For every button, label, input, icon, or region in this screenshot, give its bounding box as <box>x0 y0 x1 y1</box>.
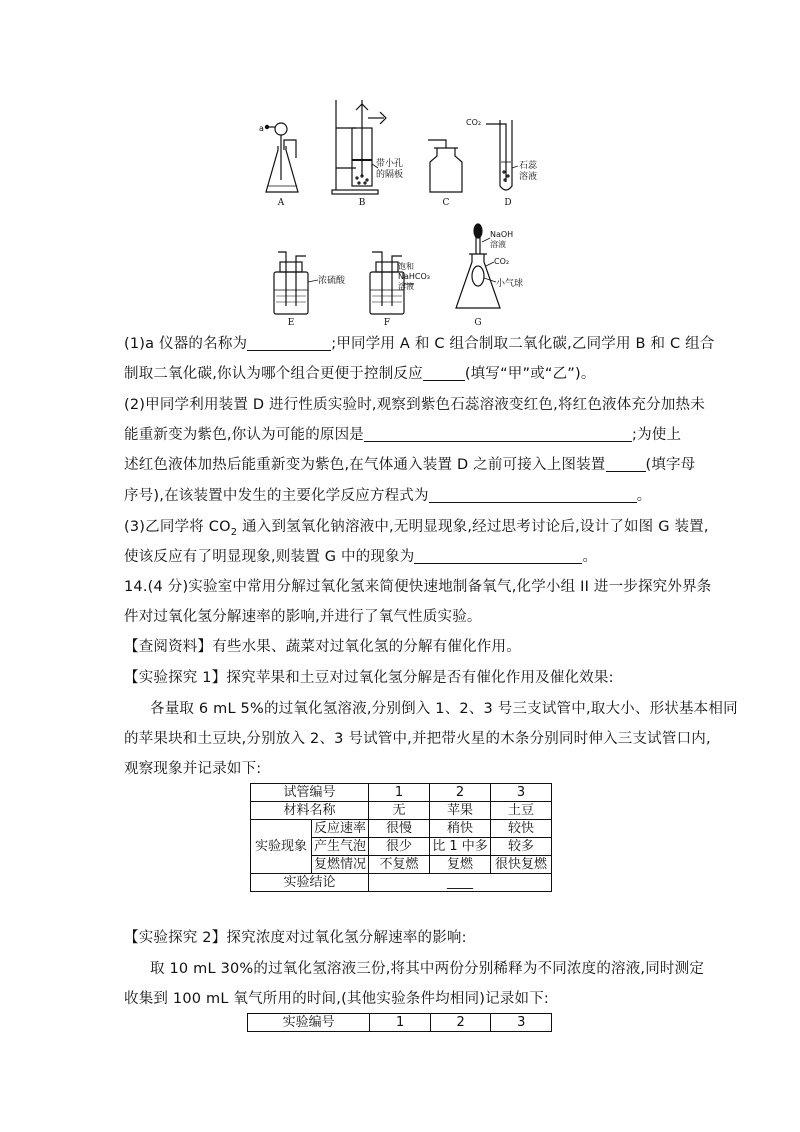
q3-line-2 <box>124 547 597 567</box>
table-header-cell: 1 <box>369 784 430 802</box>
q2-line-1: (2)甲同学利用装置 D 进行性质实验时,观察到紫色石蕊溶液变红色,将红色液体充分加热未 <box>124 397 705 413</box>
q3-line-1 <box>124 517 709 543</box>
table-cell: 较快 <box>490 820 551 838</box>
table-cell: 很快复燃 <box>490 856 551 874</box>
q3-text-b: 通入到氢氧化钠溶液中,无明显现象,经过思考讨论后,设计了如图 G 装置, <box>237 519 709 535</box>
table-row-label: 反应速率 <box>311 820 368 838</box>
table-cell: 复燃 <box>429 856 490 874</box>
table-cell: 比 1 中多 <box>429 838 490 856</box>
table-row-label: 产生气泡 <box>311 838 368 856</box>
q14-line-1: 14.(4 分)实验室中常用分解过氧化氢来简便快速地制备氧气,化学小组 II 进一步探究外界条 <box>124 579 712 595</box>
table-header-label: 实验编号 <box>248 1014 370 1032</box>
apparatus-a <box>265 123 298 192</box>
q2-line-2 <box>124 425 681 445</box>
q2-text-b: ;为使上 <box>632 427 682 443</box>
q2-line-4 <box>124 486 651 506</box>
exp2-title: 【实验探究 2】探究浓度对过氧化氢分解速率的影响: <box>124 930 467 946</box>
f-note-2: NaHCO₃ <box>398 272 430 281</box>
q2-text-a: 能重新变为紫色,你认为可能的原因是 <box>124 427 365 443</box>
q2-text-d: (填字母 <box>645 457 696 473</box>
table-header-cell: 3 <box>490 784 551 802</box>
table-row-label: 复燃情况 <box>311 856 368 874</box>
experiment-1-table <box>250 783 552 892</box>
table-row <box>248 1014 552 1032</box>
apparatus-c <box>428 140 462 192</box>
d-co2: CO₂ <box>466 118 482 127</box>
q1-text-d: (填写“甲”或“乙”)。 <box>464 366 596 382</box>
table-row <box>251 802 552 820</box>
q3-text-d: 。 <box>582 549 598 565</box>
answer-blank[interactable] <box>606 456 646 472</box>
q14-exp1-para-2: 的苹果块和土豆块,分别放入 2、3 号试管中,并把带火星的木条分别同时伸入三支试管口内, <box>124 731 711 747</box>
table-cell: 苹果 <box>429 802 490 820</box>
table-row <box>251 874 552 892</box>
table-group-label: 实验现象 <box>251 820 312 874</box>
table-header-cell: 1 <box>370 1014 431 1032</box>
table-cell: 稍快 <box>429 820 490 838</box>
label-g: G <box>474 318 482 328</box>
exp2-para-1: 取 10 mL 30%的过氧化氢溶液三份,将其中两份分别稀释为不同浓度的溶液,同时测定 <box>150 961 705 977</box>
label-f: F <box>383 318 391 328</box>
table-cell: 较多 <box>490 838 551 856</box>
q1-text-b: ;甲同学用 A 和 C 组合制取二氧化碳,乙同学用 B 和 C 组合 <box>331 336 715 352</box>
apparatus-drawing <box>0 0 800 330</box>
table-header-cell: 2 <box>429 784 490 802</box>
g-note-1: NaOH <box>490 230 514 239</box>
q1-text-c: 制取二氧化碳,你认为哪个组合更便于控制反应 <box>124 366 423 382</box>
q1-line-2 <box>124 364 596 384</box>
table-header-cell: 2 <box>430 1014 491 1032</box>
table-row <box>251 820 552 838</box>
q3-sub: 2 <box>230 526 238 538</box>
exp2-para-2: 收集到 100 mL 氧气所用的时间,(其他实验条件均相同)记录如下: <box>124 991 550 1007</box>
table-cell: 土豆 <box>490 802 551 820</box>
q14-exp1-para-3: 观察现象并记录如下: <box>124 761 262 777</box>
table-cell: 很少 <box>369 838 430 856</box>
answer-blank[interactable] <box>423 365 465 381</box>
d-note-1: 石蕊 <box>519 161 538 171</box>
label-d: D <box>504 198 512 208</box>
q14-exp1-para-1: 各量取 6 mL 5%的过氧化氢溶液,分别倒入 1、2、3 号三支试管中,取大小、形状基本相同 <box>150 701 738 717</box>
e-note: 浓硫酸 <box>318 276 346 286</box>
q3-text-c: 使该反应有了明显现象,则装置 G 中的现象为 <box>124 549 415 565</box>
f-note-1: 饱和 <box>398 262 414 271</box>
q2-line-3 <box>124 455 695 475</box>
q14-line-2: 件对过氧化氢分解速率的影响,并进行了氧气性质实验。 <box>124 609 482 625</box>
apparatus-e <box>274 252 318 314</box>
q14-reference: 【查阅资料】有些水果、蔬菜对过氧化氢的分解有催化作用。 <box>124 639 521 655</box>
g-co2: CO₂ <box>494 257 510 266</box>
d-note-2: 溶液 <box>519 172 538 182</box>
table-cell: 不复燃 <box>369 856 430 874</box>
b-note-1: 带小孔 <box>376 159 404 169</box>
f-note-3: 溶液 <box>398 282 414 291</box>
q2-text-e: 序号),在该装置中发生的主要化学反应方程式为 <box>124 488 429 504</box>
label-c: C <box>442 198 450 208</box>
answer-blank[interactable] <box>414 548 582 564</box>
apparatus-d <box>486 120 518 190</box>
table-row-label: 实验结论 <box>251 874 369 892</box>
b-note-2: 的隔板 <box>376 170 404 180</box>
label-e: E <box>287 318 295 328</box>
experiment-2-table <box>247 1013 552 1032</box>
label-b: B <box>358 198 366 208</box>
conclusion-blank[interactable]: ____ <box>369 874 552 892</box>
table-cell: 很慢 <box>369 820 430 838</box>
table-header-label: 试管编号 <box>251 784 369 802</box>
table-row <box>251 784 552 802</box>
q2-text-c: 述红色液体加热后能重新变为紫色,在气体通入装置 D 之前可接入上图装置 <box>124 457 606 473</box>
q1-text-a: (1)a 仪器的名称为 <box>124 336 248 352</box>
q1-line-1 <box>124 334 715 354</box>
label-a-mark: a <box>259 124 264 133</box>
q2-text-f: 。 <box>636 488 652 504</box>
q14-exp1-title: 【实验探究 1】探究苹果和土豆对过氧化氢分解是否有催化作用及催化效果: <box>124 670 614 686</box>
apparatus-figure <box>0 0 800 330</box>
table-cell: 无 <box>369 802 430 820</box>
answer-blank[interactable] <box>364 426 632 442</box>
g-note-2: 溶液 <box>490 240 506 249</box>
q3-text-a: (3)乙同学将 CO <box>124 519 231 535</box>
label-a: A <box>277 198 285 208</box>
table-row-label: 材料名称 <box>251 802 369 820</box>
table-header-cell: 3 <box>491 1014 552 1032</box>
answer-blank[interactable] <box>247 335 331 351</box>
g-balloon: 小气球 <box>496 279 524 289</box>
answer-blank[interactable] <box>429 487 637 503</box>
